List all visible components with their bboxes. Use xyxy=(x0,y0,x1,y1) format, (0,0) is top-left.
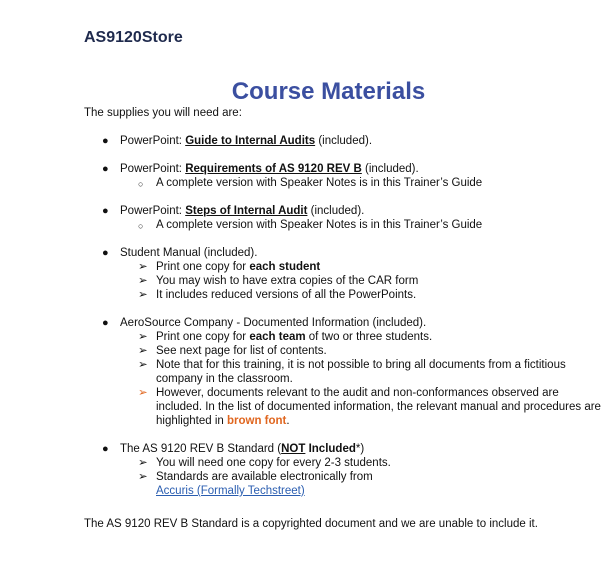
sub-item-emphasis: each team xyxy=(249,331,306,343)
list-item xyxy=(0,246,605,302)
sub-item xyxy=(120,344,605,358)
item-prefix: PowerPoint: xyxy=(120,205,186,217)
bullet-icon: ● xyxy=(102,163,109,175)
sub-item-text: Print one copy for xyxy=(156,261,250,273)
item-text: AeroSource Company - Documented Information (included). xyxy=(120,317,427,329)
footer-note: The AS 9120 REV B Standard is a copyrighted document and we are unable to include it. xyxy=(84,518,538,530)
arrow-bullet-icon: ➢ xyxy=(138,261,148,273)
item-suffix: (included). xyxy=(307,205,365,217)
not-emphasis: NOT xyxy=(281,443,306,455)
materials-list xyxy=(0,134,605,512)
item-title-link[interactable]: Requirements of AS 9120 REV B xyxy=(185,163,362,175)
sub-list xyxy=(120,260,605,302)
circle-bullet-icon: ○ xyxy=(138,221,144,231)
item-prefix: PowerPoint: xyxy=(120,163,186,175)
bullet-icon: ● xyxy=(102,247,109,259)
bullet-icon: ● xyxy=(102,205,109,217)
item-prefix: PowerPoint: xyxy=(120,135,186,147)
item-title-link[interactable]: Guide to Internal Audits xyxy=(185,135,316,147)
sub-item-text: . xyxy=(286,415,290,427)
bullet-icon: ● xyxy=(102,135,109,147)
sub-item xyxy=(120,330,605,344)
sub-item-text: Standards are available electronically from xyxy=(156,471,373,483)
sub-item xyxy=(120,358,605,386)
arrow-bullet-icon: ➢ xyxy=(138,345,148,357)
sub-item-text: You may wish to have extra copies of the CAR form xyxy=(156,275,419,287)
sub-item-text: A complete version with Speaker Notes is in this Trainer’s Guide xyxy=(156,219,483,231)
sub-item-emphasis: each student xyxy=(249,261,321,273)
arrow-bullet-icon: ➢ xyxy=(138,331,148,343)
sub-item xyxy=(120,386,605,428)
sub-list xyxy=(120,330,605,428)
list-item xyxy=(0,204,605,232)
list-item xyxy=(0,442,605,498)
bullet-icon: ● xyxy=(102,317,109,329)
sub-item-text: However, documents relevant to the audit and non-conformances observed are included. In the list of documented information, the relevant manual and procedures are highlighted in xyxy=(156,387,601,427)
sub-item-text: Note that for this training, it is not possible to bring all documents from a fictitious company in the classroom. xyxy=(156,359,566,385)
highlight-text: brown font xyxy=(226,415,287,427)
item-suffix: (included). xyxy=(315,135,373,147)
sub-item-text: See next page for list of contents. xyxy=(156,345,327,357)
sub-item xyxy=(120,288,605,302)
sub-item xyxy=(120,260,605,274)
intro-text: The supplies you will need are: xyxy=(84,107,242,119)
sub-item xyxy=(120,176,605,190)
sub-item xyxy=(120,456,605,470)
list-item xyxy=(0,134,605,148)
item-suffix: (included). xyxy=(361,163,419,175)
sub-item-text: You will need one copy for every 2-3 students. xyxy=(156,457,391,469)
included-emphasis: Included xyxy=(305,443,356,455)
sub-item xyxy=(120,470,605,498)
sub-item-text: of two or three students. xyxy=(305,331,433,343)
sub-item xyxy=(120,274,605,288)
arrow-bullet-icon: ➢ xyxy=(138,457,148,469)
circle-bullet-icon: ○ xyxy=(138,179,144,189)
item-text: Student Manual (included). xyxy=(120,247,258,259)
item-title-link[interactable]: Steps of Internal Audit xyxy=(185,205,308,217)
sub-item-text: It includes reduced versions of all the PowerPoints. xyxy=(156,289,417,301)
sub-item-text: Print one copy for xyxy=(156,331,250,343)
store-name: AS9120Store xyxy=(84,29,183,46)
item-prefix: The AS 9120 REV B Standard ( xyxy=(120,443,282,455)
accuris-link[interactable]: Accuris (Formally Techstreet) xyxy=(156,485,305,497)
sub-list xyxy=(120,218,605,232)
arrow-bullet-icon: ➢ xyxy=(138,387,148,399)
list-item xyxy=(0,162,605,190)
page-title: Course Materials xyxy=(231,78,426,105)
arrow-bullet-icon: ➢ xyxy=(138,359,148,371)
arrow-bullet-icon: ➢ xyxy=(138,471,148,483)
item-suffix: *) xyxy=(355,443,365,455)
arrow-bullet-icon: ➢ xyxy=(138,275,148,287)
arrow-bullet-icon: ➢ xyxy=(138,289,148,301)
sub-list xyxy=(120,456,605,498)
sub-item-text: A complete version with Speaker Notes is in this Trainer’s Guide xyxy=(156,177,483,189)
bullet-icon: ● xyxy=(102,443,109,455)
sub-item xyxy=(120,218,605,232)
sub-list xyxy=(120,176,605,190)
list-item xyxy=(0,316,605,428)
